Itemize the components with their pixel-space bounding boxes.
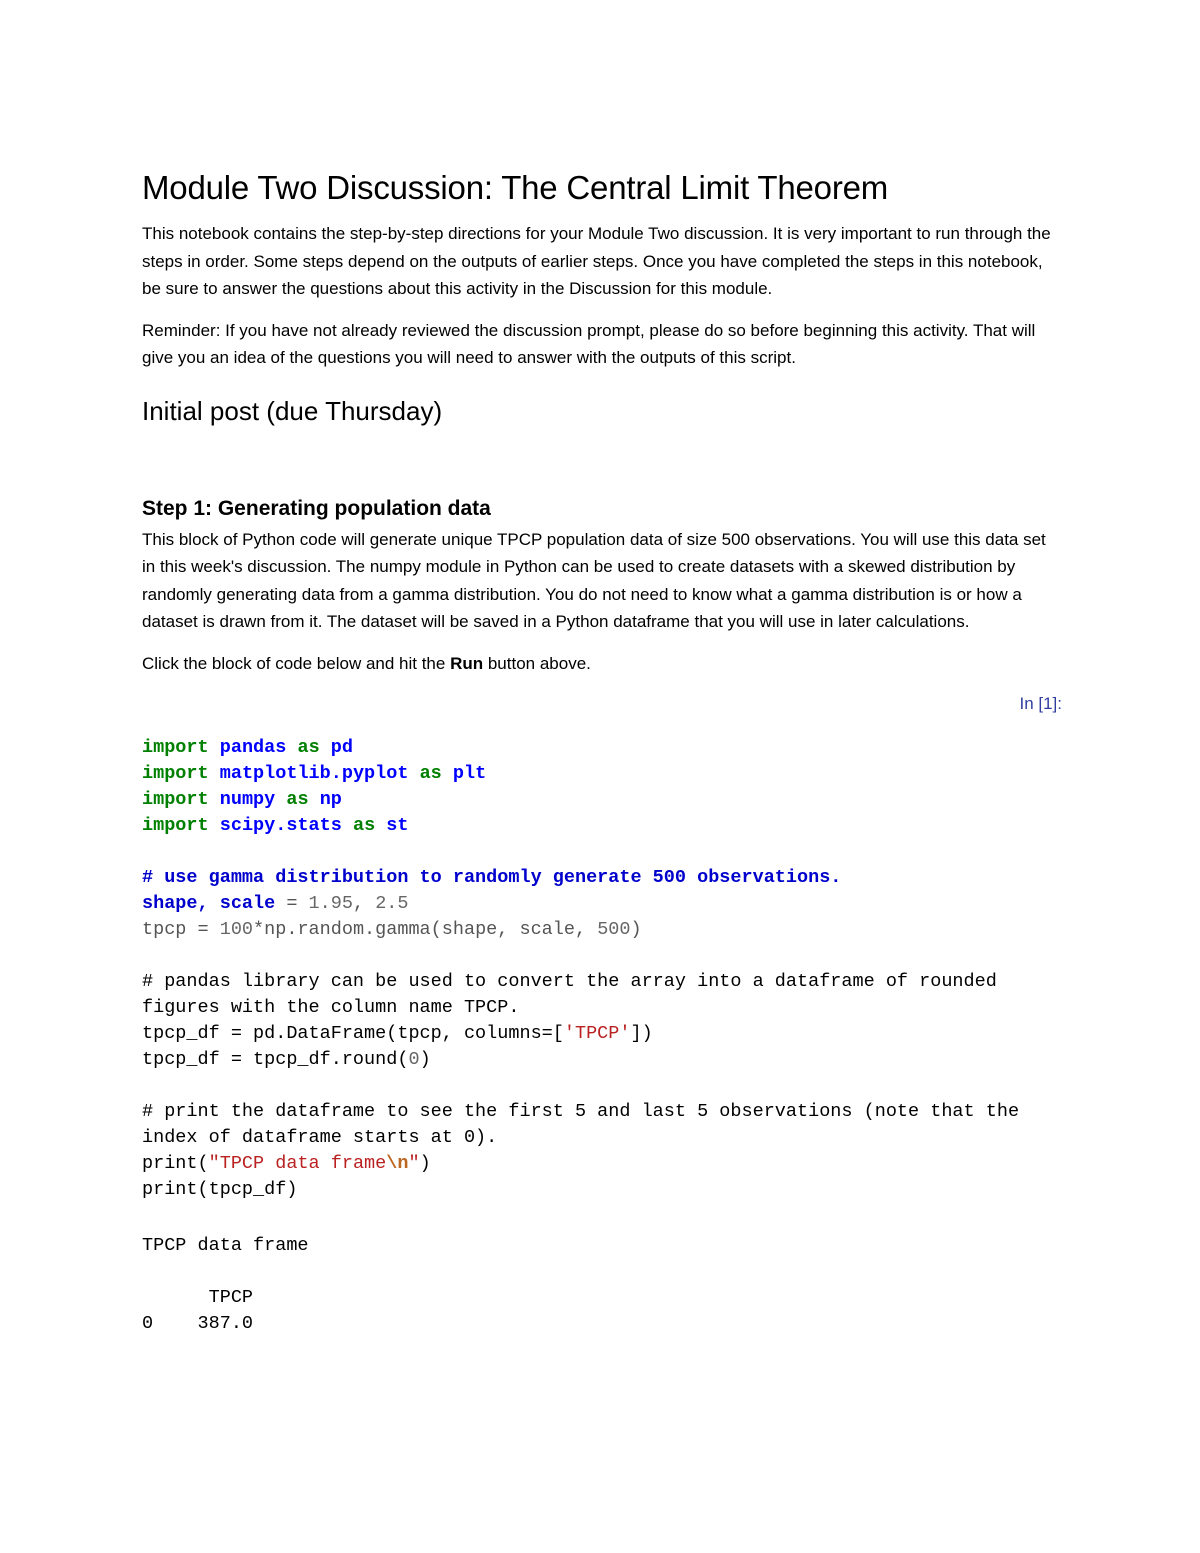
section-heading: Initial post (due Thursday)	[142, 395, 443, 426]
page-title: Module Two Discussion: The Central Limit Theorem	[142, 169, 889, 206]
reminder-paragraph: Reminder: If you have not already reviewed the discussion prompt, please do so before beginning this activity. That will give you an idea of the questions you will need to answer with the outputs of this script.	[142, 320, 1036, 367]
step1-description: This block of Python code will generate unique TPCP population data of size 500 observations. You will use this data set in this week's discussion. The numpy module in Python can be used to create datasets with a skewed distribution by randomly generating data from a gamma distribution. You do not need to know what a gamma distribution is or how a dataset is drawn from it. The dataset will be saved in a Python dataframe that you will use in later calculations.	[142, 529, 1046, 631]
run-label: Run	[450, 653, 484, 673]
intro-paragraph: This notebook contains the step-by-step directions for your Module Two discussion. It is very important to run through the steps in order. Some steps depend on the outputs of earlier steps. Once you have completed the steps in this notebook, be sure to answer the questions about this activity in the Discussion for this module.	[142, 224, 1051, 298]
cell-output: TPCP data frame TPCP 0 387.0	[142, 1235, 309, 1334]
code-cell[interactable]: import pandas as pd import matplotlib.pyplot as plt import numpy as np import scipy.stats as st # use gamma distribution to randomly generate 500 observations. shape, scale = 1.95, 2.5 tpcp = 100*np.random.gamma(shape, scale, 500) # pandas library can be used to convert the array into a dataframe of rounded figures with the column name TPCP. tpcp_df = pd.DataFrame(tpcp, columns=['TPCP']) tpcp_df = tpcp_df.round(0) # print the dataframe to see the first 5 and last 5 observations (note that the index of dataframe starts at 0). print("TPCP data frame\n") print(tpcp_df)	[142, 737, 1020, 1200]
notebook-page	[142, 168, 1062, 1337]
step1-instruction: Click the block of code below and hit the Run button above.	[142, 653, 591, 673]
step1-heading: Step 1: Generating population data	[142, 496, 491, 520]
cell-prompt: In [1]:	[1019, 694, 1062, 713]
